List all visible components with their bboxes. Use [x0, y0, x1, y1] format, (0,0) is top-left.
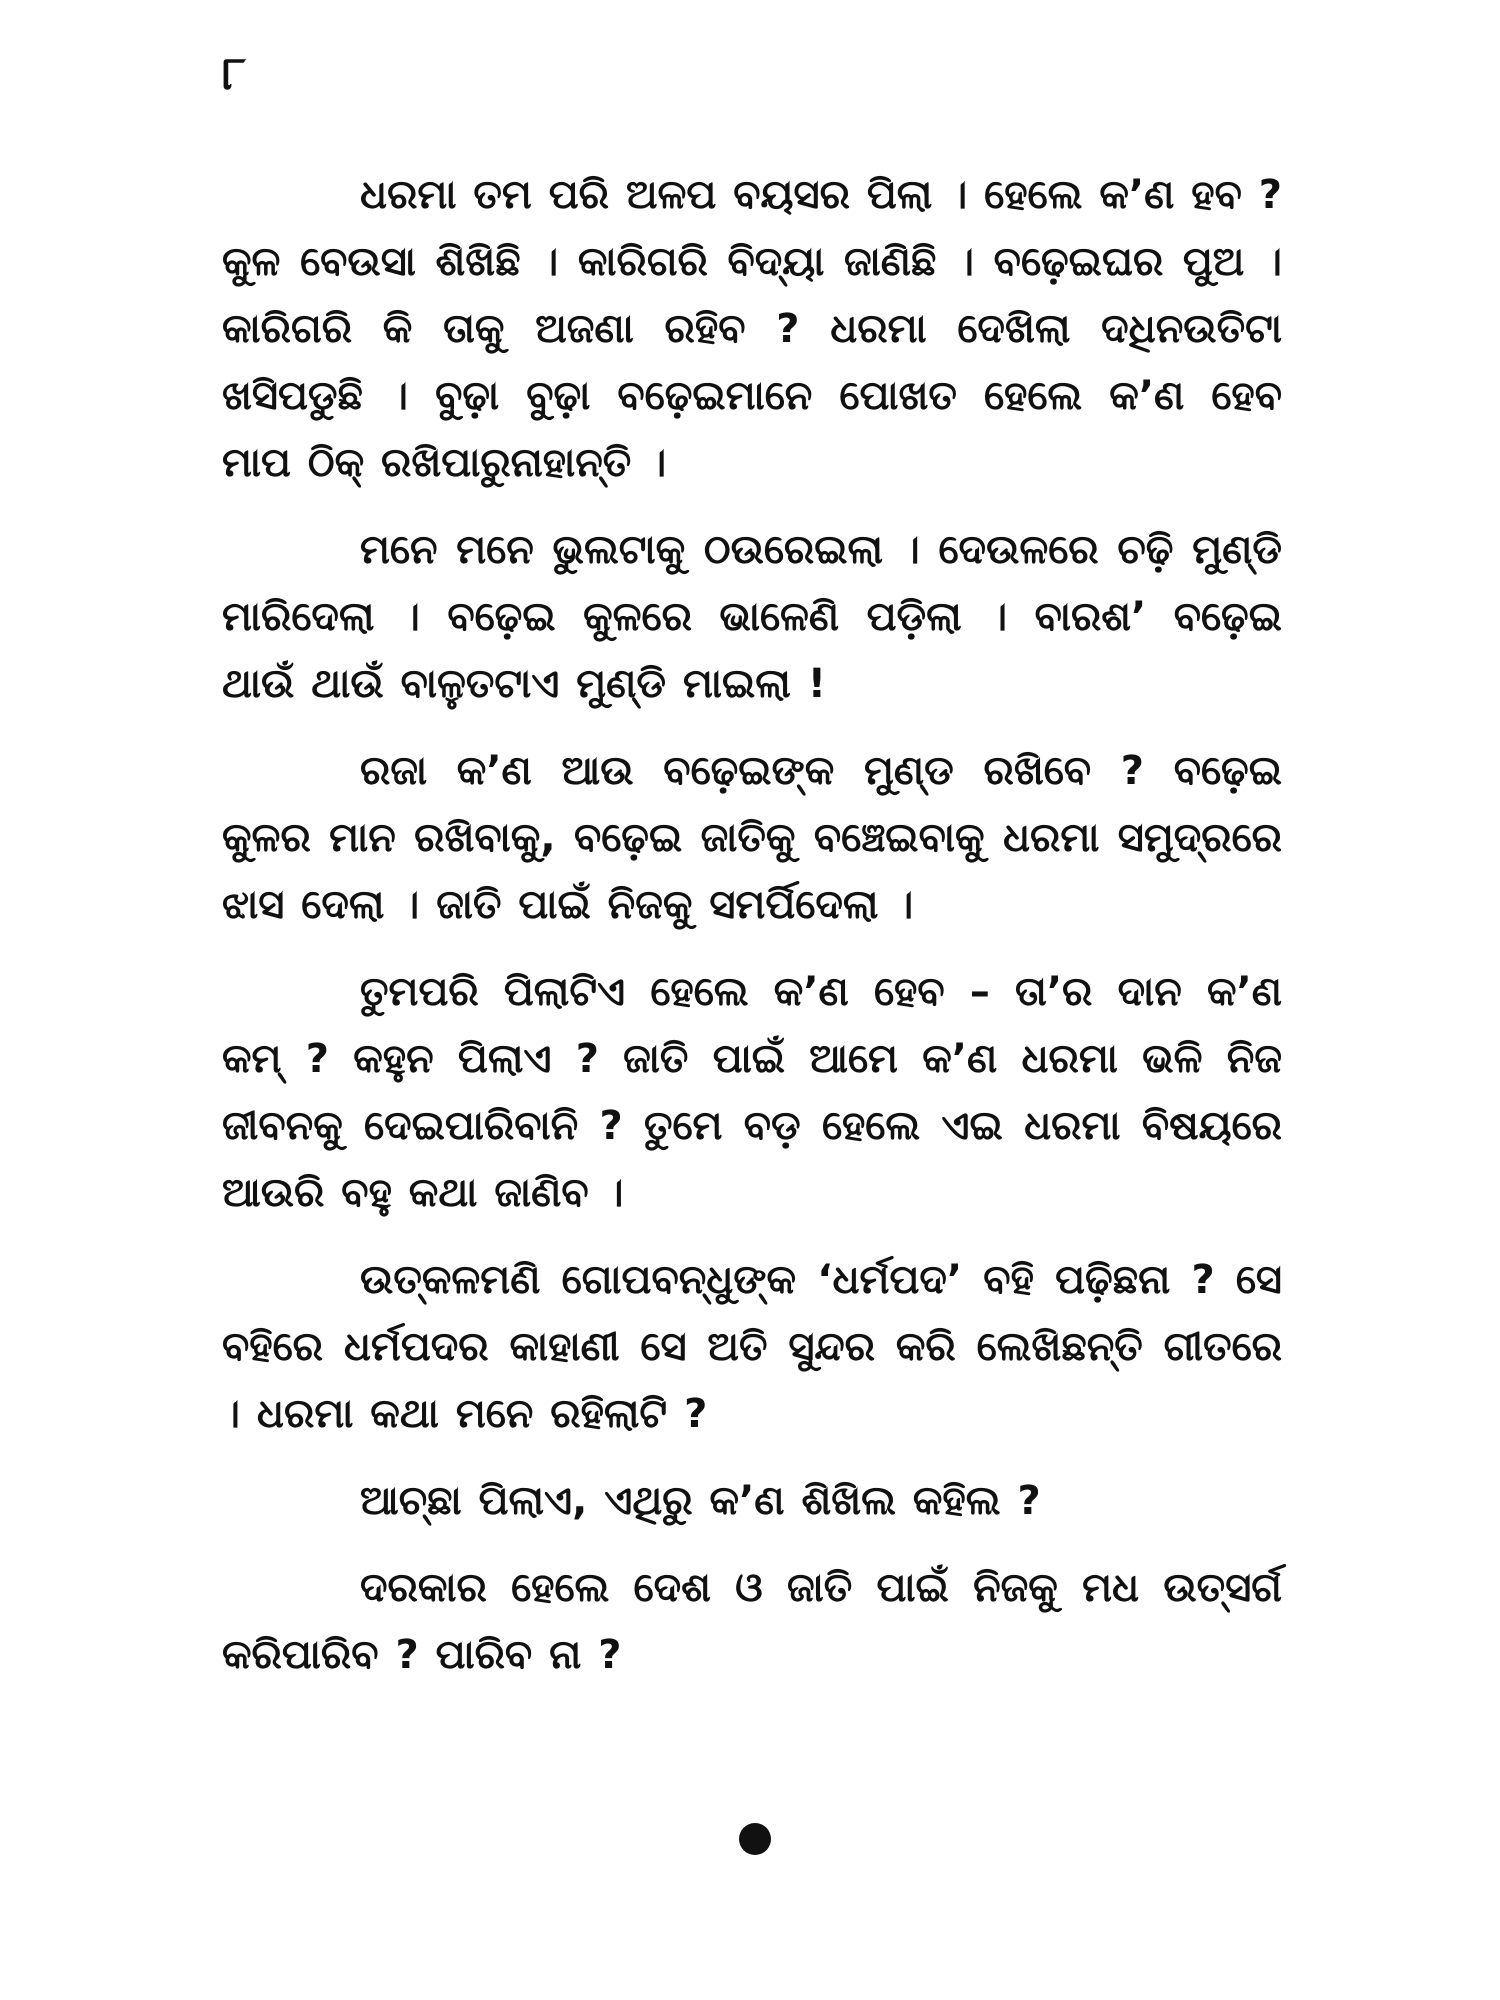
paragraph-3: ରଜା କ’ଣ ଆଉ ବଢ଼େଇଙ୍କ ମୁଣ୍ଡ ରଖିବେ ? ବଢ଼େଇ କୁଳର ମାନ ରଖିବାକୁ, ବଢ଼େଇ ଜାତିକୁ ବଞ୍ଚେଇବାକୁ ଧରମା ସମୁଦ୍ରରେ ଝାସ ଦେଲା । ଜାତି ପାଇଁ ନିଜକୁ ସମର୍ପିଦେଲା ।	[222, 748, 1282, 928]
paragraph-7: ଦରକାର ହେଲେ ଦେଶ ଓ ଜାତି ପାଇଁ ନିଜକୁ ମଧ ଉତ୍ସର୍ଗ କରିପାରିବ ? ପାରିବ ନା ?	[222, 1565, 1282, 1678]
page-number: ୮	[222, 46, 248, 100]
paragraph-6: ଆଚ୍ଛା ପିଲାଏ, ଏଥିରୁ କ’ଣ ଶିଖିଲ କହିଲ ?	[360, 1478, 1041, 1524]
end-of-text-dot	[739, 1823, 771, 1855]
paragraph-1: ଧରମା ତମ ପରି ଅଳପ ବୟସର ପିଲା । ହେଲେ କ’ଣ ହବ ? କୁଳ ବେଉସା ଶିଖିଛି । କାରିଗରି ବିଦ୍ୟା ଜାଣିଛି । ବଢ଼େଇଘର ପୁଅ । କାରିଗରି କି ତାକୁ ଅଜଣା ରହିବ ? ଧରମା ଦେଖିଲା ଦଧିନଉତିଟା ଖସିପଡୁଛି । ବୁଢ଼ା ବୁଢ଼ା ବଢ଼େଇମାନେ ପୋଖତ ହେଲେ କ’ଣ ହେବ ମାପ ଠିକ୍ ରଖିପାରୁନାହାନ୍ତି ।	[222, 172, 1282, 486]
paragraph-2: ମନେ ମନେ ଭୁଲଟାକୁ ଠଉରେଇଲା । ଦେଉଳରେ ଚଢ଼ି ମୁଣ୍ଡି ମାରିଦେଲା । ବଢ଼େଇ କୁଳରେ ଭାଳେଣି ପଡ଼ିଲା । ବାରଶ’ ବଢ଼େଇ ଥାଉଁ ଥାଉଁ ବାଳୁତଟାଏ ମୁଣ୍ଡି ମାଇଲା !	[222, 527, 1282, 707]
paragraph-4: ତୁମପରି ପିଲାଟିଏ ହେଲେ କ’ଣ ହେବ – ତା’ର ଦାନ କ’ଣ କମ୍ ? କହୁନ ପିଲାଏ ? ଜାତି ପାଇଁ ଆମେ କ’ଣ ଧରମା ଭଳି ନିଜ ଜୀବନକୁ ଦେଇପାରିବାନି ? ତୁମେ ବଡ଼ ହେଲେ ଏଇ ଧରମା ବିଷୟରେ ଆଉରି ବହୁ କଥା ଜାଣିବ ।	[222, 969, 1282, 1216]
story-text	[222, 162, 1282, 1709]
paragraph-5: ଉତ୍କଳମଣି ଗୋପବନ୍ଧୁଙ୍କ ‘ଧର୍ମପଦ’ ବହି ପଢ଼ିଛନା ? ସେ ବହିରେ ଧର୍ମପଦର କାହାଣୀ ସେ ଅତି ସୁନ୍ଦର କରି ଲେଖିଛନ୍ତି ଗୀତରେ । ଧରମା କଥା ମନେ ରହିଲାଟି ?	[222, 1257, 1282, 1437]
